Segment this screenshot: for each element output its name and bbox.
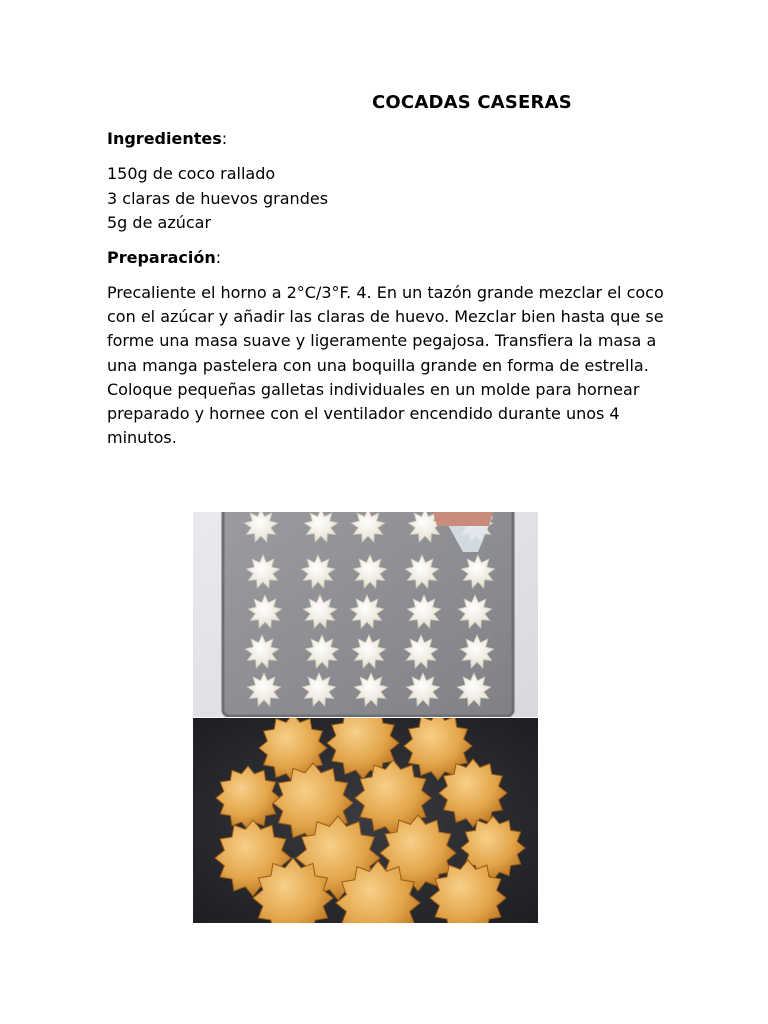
preparation-heading-label: Preparación xyxy=(107,248,216,267)
ingredients-list xyxy=(107,162,328,236)
preparation-text: Precaliente el horno a 2°C/3°F. 4. En un tazón grande mezclar el coco con el azúcar y añadir las claras de huevo. Mezclar bien hasta que se forme una masa suave y ligeramente pegajosa. Transfiera la masa a una manga pastelera con una boquilla grande en forma de estrella. Coloque pequeñas galletas individuales en un molde para hornear preparado y hornee con el ventilador encendido durante unos 4 minutos. xyxy=(107,283,664,448)
piped-dough-photo xyxy=(193,512,538,717)
preparation-heading xyxy=(107,248,221,267)
ingredient-item: 150g de coco rallado xyxy=(107,164,276,183)
ingredient-item: 5g de azúcar xyxy=(107,213,212,232)
page-title: COCADAS CASERAS xyxy=(372,92,572,113)
ingredients-heading-label: Ingredientes xyxy=(107,129,222,148)
preparation-heading-colon: : xyxy=(215,248,222,267)
ingredient-item: 3 claras de huevos grandes xyxy=(107,188,329,208)
baked-cocadas-photo xyxy=(193,718,538,923)
ingredients-heading-colon: : xyxy=(221,129,228,148)
hand xyxy=(433,512,493,526)
ingredients-heading xyxy=(107,129,227,148)
